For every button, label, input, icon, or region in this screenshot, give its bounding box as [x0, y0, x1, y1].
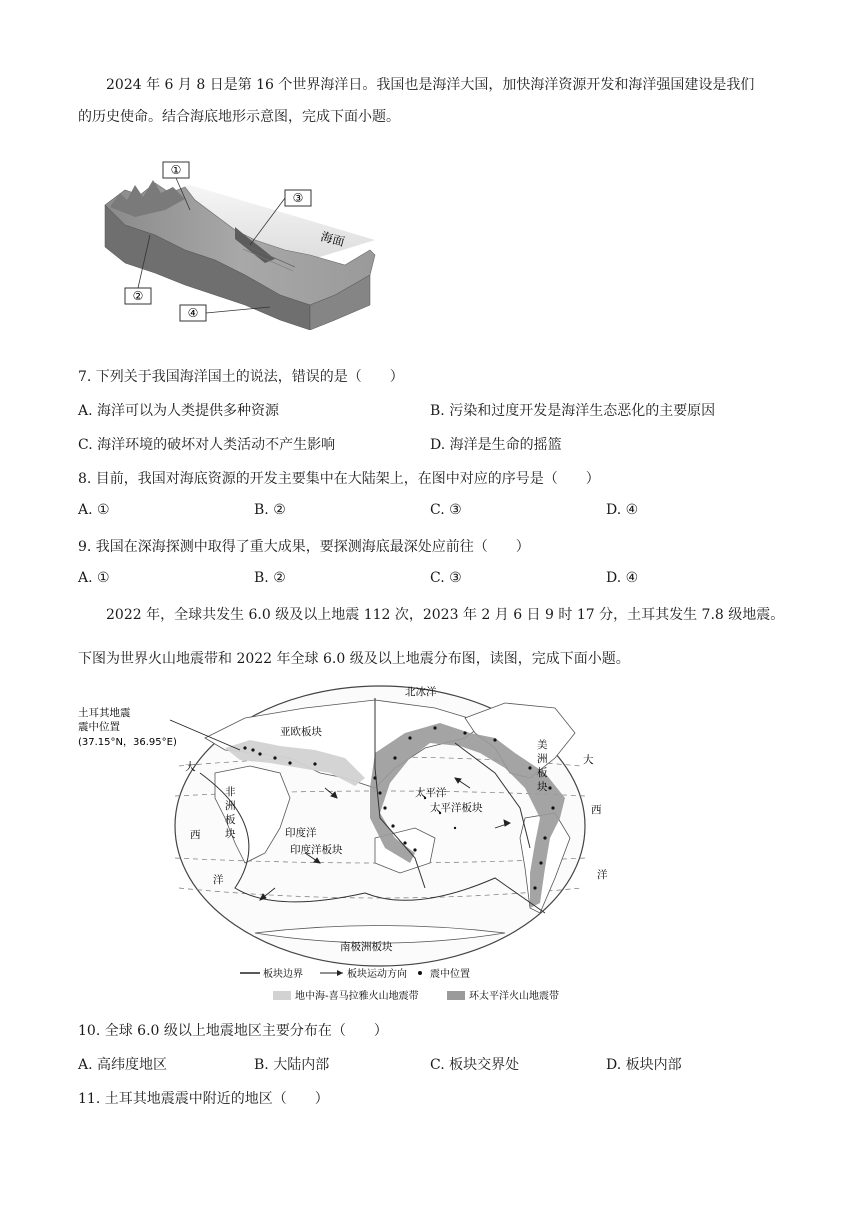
svg-text:大: 大	[583, 754, 594, 766]
svg-text:洲: 洲	[537, 753, 548, 765]
svg-text:地中海-喜马拉雅火山地震带: 地中海-喜马拉雅火山地震带	[295, 991, 419, 1002]
eurasia-label: 亚欧板块	[280, 726, 322, 738]
arctic-label: 北冰洋	[405, 686, 437, 698]
svg-text:④: ④	[187, 306, 199, 320]
svg-text:板: 板	[537, 767, 548, 779]
svg-text:洋: 洋	[213, 874, 224, 886]
indian-plate-label: 印度洋板块	[290, 844, 343, 856]
svg-text:震中位置: 震中位置	[430, 969, 470, 980]
q9-option-a[interactable]: A. ①	[78, 570, 110, 586]
q10-option-c[interactable]: C. 板块交界处	[430, 1057, 520, 1073]
q8-option-a[interactable]: A. ①	[78, 502, 110, 518]
intro2-line-1: 2022 年，全球共发生 6.0 级及以上地震 112 次，2023 年 2 月 6 日 9 时 17 分，土耳其发生 7.8 级地震。	[106, 607, 785, 623]
svg-text:(37.15°N，36.95°E): (37.15°N，36.95°E)	[78, 737, 177, 748]
q9-option-b[interactable]: B. ②	[254, 570, 286, 586]
q9-option-c[interactable]: C. ③	[430, 570, 462, 586]
svg-text:①: ①	[170, 163, 182, 177]
svg-text:块: 块	[537, 781, 548, 793]
svg-text:②: ②	[132, 289, 144, 303]
pacific-ocean-label: 太平洋	[415, 787, 447, 799]
q7-option-d[interactable]: D. 海洋是生命的摇篮	[430, 437, 562, 453]
q7-stem: 7. 下列关于我国海洋国土的说法，错误的是（ ）	[78, 369, 404, 385]
q9-option-d[interactable]: D. ④	[606, 570, 639, 586]
world-earthquake-map	[75, 678, 620, 1008]
intro-line-1: 2024 年 6 月 8 日是第 16 个世界海洋日。我国也是海洋大国，加快海洋资源开发和海洋强国建设是我们	[106, 77, 755, 93]
sea-surface-label: 海面	[319, 229, 347, 250]
svg-text:大: 大	[185, 761, 196, 773]
svg-text:板块运动方向: 板块运动方向	[347, 969, 407, 980]
map-legend	[240, 967, 559, 1002]
svg-text:震中位置: 震中位置	[78, 721, 120, 733]
q7-option-c[interactable]: C. 海洋环境的破坏对人类活动不产生影响	[78, 437, 336, 453]
q10-option-d[interactable]: D. 板块内部	[606, 1057, 682, 1073]
q10-stem: 10. 全球 6.0 级以上地震地区主要分布在（ ）	[78, 1023, 388, 1039]
seafloor-diagram	[95, 155, 385, 330]
q10-option-a[interactable]: A. 高纬度地区	[78, 1057, 168, 1073]
q11-stem: 11. 土耳其地震震中附近的地区（ ）	[78, 1091, 329, 1107]
svg-text:土耳其地震: 土耳其地震	[78, 707, 131, 719]
svg-text:美: 美	[537, 739, 548, 751]
q7-option-a[interactable]: A. 海洋可以为人类提供多种资源	[78, 403, 280, 419]
svg-text:洲: 洲	[225, 800, 236, 812]
q8-stem: 8. 目前，我国对海底资源的开发主要集中在大陆架上，在图中对应的序号是（ ）	[78, 471, 600, 487]
svg-text:③: ③	[292, 191, 304, 205]
pacific-plate-label: 太平洋板块	[430, 802, 483, 814]
q8-option-c[interactable]: C. ③	[430, 502, 462, 518]
intro2-line-2: 下图为世界火山地震带和 2022 年全球 6.0 级及以上地震分布图，读图，完成下面小题。	[78, 651, 630, 667]
svg-text:块: 块	[225, 828, 236, 840]
q7-option-b[interactable]: B. 污染和过度开发是海洋生态恶化的主要原因	[430, 403, 716, 419]
q10-option-b[interactable]: B. 大陆内部	[254, 1057, 330, 1073]
svg-text:西: 西	[190, 829, 201, 841]
svg-text:洋: 洋	[597, 869, 608, 881]
svg-text:西: 西	[591, 804, 602, 816]
svg-text:板: 板	[225, 814, 236, 826]
q8-option-b[interactable]: B. ②	[254, 502, 286, 518]
svg-text:环太平洋火山地震带: 环太平洋火山地震带	[469, 991, 559, 1002]
svg-text:板块边界: 板块边界	[263, 969, 303, 980]
svg-text:非: 非	[225, 786, 236, 798]
intro-line-2: 的历史使命。结合海底地形示意图，完成下面小题。	[78, 109, 400, 125]
antarctic-plate-label: 南极洲板块	[340, 941, 393, 953]
q9-stem: 9. 我国在深海探测中取得了重大成果，要探测海底最深处应前往（ ）	[78, 539, 530, 555]
indian-ocean-label: 印度洋	[285, 827, 317, 839]
q8-option-d[interactable]: D. ④	[606, 502, 639, 518]
